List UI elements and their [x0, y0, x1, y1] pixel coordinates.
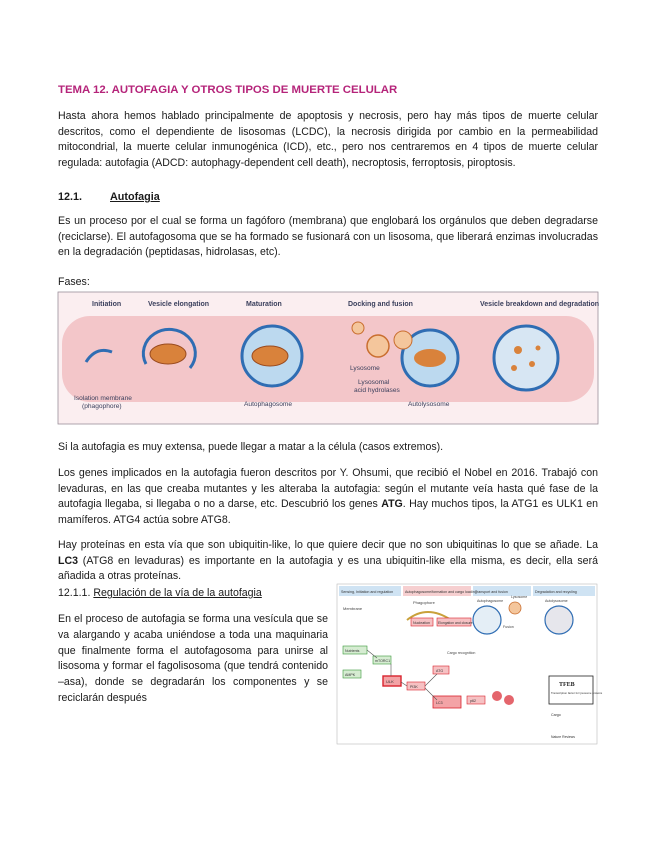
- legend-label: Cargo: [551, 713, 561, 717]
- membrane-label: Membrane: [343, 606, 363, 611]
- ubiquitin-paragraph: [58, 538, 598, 585]
- tfeb-label: TFEB: [559, 682, 575, 688]
- lc3-bold: LC3: [58, 554, 79, 567]
- genes-paragraph: [58, 466, 598, 528]
- mitochondrion-shape: [150, 344, 186, 364]
- genes-text-c: . Hay muchos tipos, la ATG1 es ULK1 en mamíferos. ATG4 actúa sobre ATG8.: [58, 498, 598, 526]
- ampk-label: AMPK: [345, 673, 356, 677]
- subsection-title: Regulación de la vía de la autofagia: [93, 587, 262, 599]
- page-title: TEMA 12. AUTOFAGIA Y OTROS TIPOS DE MUERTE CELULAR: [58, 84, 398, 96]
- definition-paragraph: Es un proceso por el cual se forma un fagóforo (membrana) que englobará los orgánulos que deben degradarse (reciclarse). El autofagosoma que se ha formado se fusionará con un lisosoma, que liberará enzimas involucradas en la degradación (peptidasas, hidrolasas, etc).: [58, 215, 598, 259]
- phagophore-label: (phagophore): [82, 403, 122, 410]
- stage-label: Vesicle breakdown and degradation: [480, 301, 600, 308]
- isolation-membrane-label: Isolation membrane: [74, 395, 132, 402]
- elongation-label: Elongation and closure: [438, 621, 473, 625]
- tfeb-subtitle: Transcription factor for lysosome proteins: [551, 691, 603, 695]
- subsection-heading: [58, 587, 262, 599]
- source-label: Nature Reviews: [551, 735, 575, 739]
- atg-bold: ATG: [381, 498, 403, 511]
- atg-label: ATG: [436, 669, 444, 673]
- extreme-paragraph: Si la autofagia es muy extensa, puede llegar a matar a la célula (casos extremos).: [58, 441, 444, 453]
- process-paragraph: En el proceso de autofagia se forma una vesícula que se va alargando y acaba uniéndose a toda una maquinaria que finalmente forma el autofagosoma para unirse al lisosoma y formar el fagolisosoma (que tendrá contenido –asa), donde se degradarán los componentes y se reciclarán después: [58, 613, 328, 704]
- pi3k-label: PI3K: [410, 685, 418, 689]
- stage-label: Vesicle elongation: [148, 301, 210, 308]
- cargo-label: Cargo recognition: [447, 651, 476, 655]
- header-label: Sensing, Initiation and regulation: [341, 590, 394, 594]
- subsection-number: 12.1.1.: [58, 587, 91, 599]
- fusion-label: Fusion: [503, 625, 514, 629]
- header-label: Autophagosome/formation and cargo loading: [405, 590, 477, 594]
- stage-label: Maturation: [246, 301, 282, 308]
- hydrolases-label: acid hydrolases: [354, 387, 400, 394]
- autophagy-stages-figure: [58, 292, 598, 424]
- ubiq-text-c: (ATG8 en levaduras) es importante en la autofagia y es una ubiquitin-like ella misma, es decir, ella será añadida a otras proteínas.: [58, 554, 598, 583]
- header-label: Degradation and recycling: [535, 590, 577, 594]
- fases-label: Fases:: [58, 276, 90, 288]
- ulk-label: ULK: [386, 679, 394, 684]
- autophagosome-label: Autophagosome: [244, 401, 293, 408]
- nucleation-label: Nucleation: [413, 621, 430, 625]
- section-heading: [58, 191, 160, 203]
- stage-label: Initiation: [92, 301, 122, 308]
- ubiq-text-a: Hay proteínas en esta vía que son ubiquitin-like, lo que quiere decir que no son ubiquitinas lo que se añade. La: [58, 539, 598, 551]
- autolysosome-shape: [494, 326, 558, 390]
- phagophore-label: Phagophore: [413, 600, 435, 605]
- lc3-label: LC3: [436, 701, 443, 705]
- lysosomal-label: Lysosomal: [358, 379, 390, 386]
- genes-text-a: Los genes implicados en la autofagia fueron descritos por Y. Ohsumi, que recibió el Nobel en 2016. Trabajó con levaduras, en las que creaba mutantes y les alteraba la autofagia: según el mutante veía hasta qué fase de la autofagia llegaba, si llegaba o no a darse, etc. Descubrió los genes: [58, 467, 598, 511]
- autolysosome-label: Autolysosome: [545, 599, 568, 603]
- autolysosome-label: Autolysosome: [408, 401, 450, 408]
- section-number: 12.1.: [58, 191, 83, 203]
- stage-label: Docking and fusion: [348, 301, 413, 308]
- header-label: Transport and fusion: [475, 590, 508, 594]
- nutrients-label: Nutrients: [345, 649, 360, 653]
- lysosome-label: Lysosome: [511, 595, 528, 599]
- autophagosome-label: Autophagosome: [477, 599, 504, 603]
- section-title: Autofagia: [110, 191, 160, 203]
- autophagy-regulation-figure: [337, 584, 603, 744]
- lysosome-label: Lysosome: [350, 365, 380, 372]
- lysosome-shape: [367, 335, 389, 357]
- p62-label: p62: [470, 699, 476, 703]
- intro-paragraph: Hasta ahora hemos hablado principalmente de apoptosis y necrosis, pero hay más tipos de muerte celular descritos, como el dependiente de lisosomas (LCDC), la necrosis dirigida por cambio en la permeabilidad mitocondrial, la muerte celular inmunogénica (ICD), etc., pero nos centraremos en 4 tipos de muerte celular regulada: autofagia (ADCD: autophagy-dependent cell death), necroptosis, ferroptosis, piroptosis.: [58, 110, 598, 169]
- mtor-label: mTORC1: [375, 659, 391, 663]
